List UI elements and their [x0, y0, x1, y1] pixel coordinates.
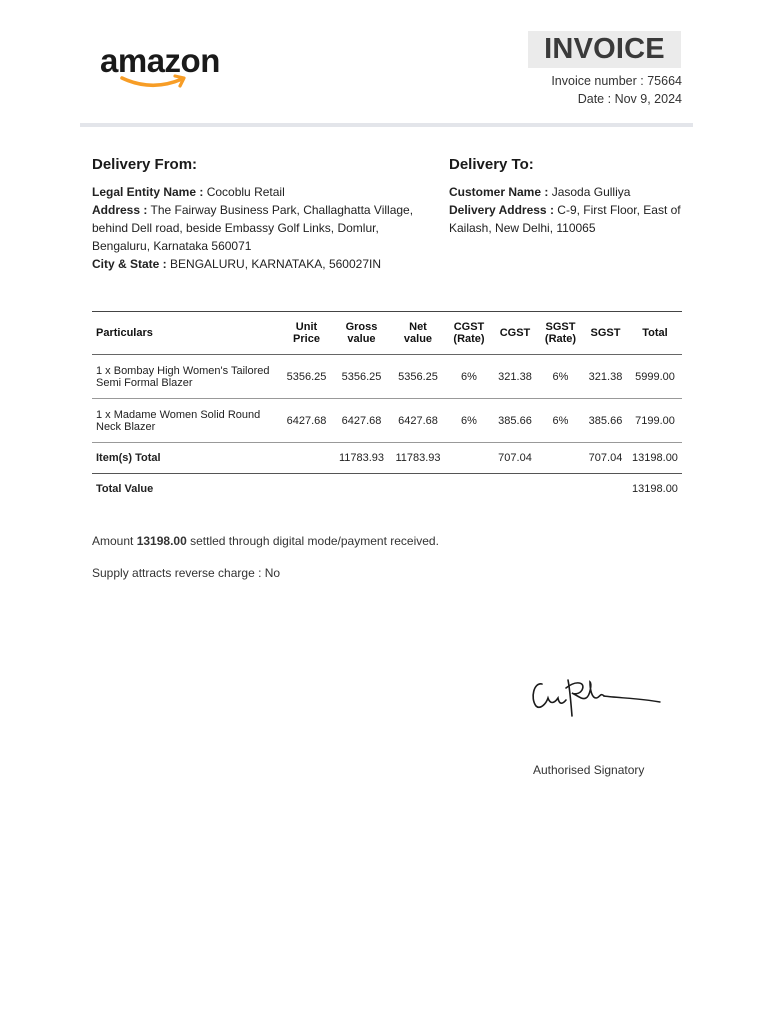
city-state-line — [92, 255, 432, 273]
invoice-date-label: Date : — [577, 92, 612, 106]
header-sgst-rate: SGST (Rate) — [538, 312, 583, 355]
header-net-value: Net value — [390, 312, 446, 355]
items-total-cgst: 707.04 — [492, 443, 538, 474]
items-total-unit-price — [280, 443, 333, 474]
from-address-value: The Fairway Business Park, Challaghatta Village, behind Dell road, beside Embassy Golf Links, Domlur, Bengaluru, Karnataka 560071 — [92, 203, 414, 253]
delivery-from-section — [92, 156, 432, 273]
header-cgst-rate: CGST (Rate) — [446, 312, 492, 355]
item-cgst: 321.38 — [492, 355, 538, 399]
smile-arrow-icon — [120, 73, 190, 91]
reverse-charge-note: Supply attracts reverse charge : No — [92, 566, 281, 580]
item-gross-value: 5356.25 — [333, 355, 390, 399]
item-description: 1 x Bombay High Women's Tailored Semi Formal Blazer — [92, 355, 280, 399]
city-state-value: BENGALURU, KARNATAKA, 560027IN — [170, 257, 381, 271]
item-sgst: 385.66 — [583, 399, 628, 443]
invoice-date-line — [551, 90, 682, 108]
invoice-meta — [551, 72, 682, 108]
invoice-number-label: Invoice number : — [551, 74, 644, 88]
items-total-total: 13198.00 — [628, 443, 682, 474]
item-net-value: 5356.25 — [390, 355, 446, 399]
legal-entity-label: Legal Entity Name : — [92, 185, 204, 199]
delivery-address-label: Delivery Address : — [449, 203, 554, 217]
legal-entity-line — [92, 183, 432, 201]
items-total-row — [92, 443, 682, 474]
authorised-signatory-label: Authorised Signatory — [533, 763, 645, 777]
invoice-number-line — [551, 72, 682, 90]
header-cgst: CGST — [492, 312, 538, 355]
header-sgst: SGST — [583, 312, 628, 355]
table-header-row — [92, 312, 682, 355]
city-state-label: City & State : — [92, 257, 167, 271]
header-particulars: Particulars — [92, 312, 280, 355]
item-total: 5999.00 — [628, 355, 682, 399]
item-cgst-rate: 6% — [446, 399, 492, 443]
invoice-date: Nov 9, 2024 — [614, 92, 682, 106]
item-gross-value: 6427.68 — [333, 399, 390, 443]
payment-note-prefix: Amount — [92, 534, 134, 548]
items-total-net: 11783.93 — [390, 443, 446, 474]
item-sgst-rate: 6% — [538, 355, 583, 399]
payment-note — [92, 534, 439, 548]
signature-image — [528, 674, 662, 720]
items-total-sgst-rate — [538, 443, 583, 474]
items-total-cgst-rate — [446, 443, 492, 474]
invoice-number: 75664 — [647, 74, 682, 88]
item-cgst: 385.66 — [492, 399, 538, 443]
payment-note-suffix: settled through digital mode/payment received. — [190, 534, 439, 548]
customer-line — [449, 183, 689, 201]
delivery-address-line — [449, 201, 689, 237]
delivery-to-section — [449, 156, 689, 237]
item-total: 7199.00 — [628, 399, 682, 443]
table-row — [92, 399, 682, 443]
item-sgst: 321.38 — [583, 355, 628, 399]
item-description: 1 x Madame Women Solid Round Neck Blazer — [92, 399, 280, 443]
delivery-to-heading: Delivery To: — [449, 156, 534, 173]
legal-entity-value: Cocoblu Retail — [206, 185, 285, 199]
item-net-value: 6427.68 — [390, 399, 446, 443]
items-total-sgst: 707.04 — [583, 443, 628, 474]
customer-value: Jasoda Gulliya — [551, 185, 631, 199]
item-unit-price: 5356.25 — [280, 355, 333, 399]
item-sgst-rate: 6% — [538, 399, 583, 443]
header-total: Total — [628, 312, 682, 355]
header-gross-value: Gross value — [333, 312, 390, 355]
total-value-row — [92, 474, 682, 505]
item-unit-price: 6427.68 — [280, 399, 333, 443]
items-total-gross: 11783.93 — [333, 443, 390, 474]
header-divider — [80, 123, 693, 127]
customer-label: Customer Name : — [449, 185, 549, 199]
invoice-title: INVOICE — [528, 31, 681, 68]
invoice-table — [92, 311, 682, 504]
total-value-amount: 13198.00 — [632, 483, 678, 495]
items-total-label: Item(s) Total — [92, 443, 280, 474]
payment-amount: 13198.00 — [136, 534, 187, 548]
amazon-logo — [100, 44, 240, 96]
header-unit-price: Unit Price — [280, 312, 333, 355]
delivery-from-heading: Delivery From: — [92, 156, 198, 173]
from-address-label: Address : — [92, 203, 148, 217]
table-row — [92, 355, 682, 399]
total-value-label: Total Value — [96, 483, 154, 495]
logo-text: amazon — [100, 42, 220, 79]
from-address-line — [92, 201, 432, 255]
delivery-address-value: C-9, First Floor, East of Kailash, New Delhi, 110065 — [449, 203, 681, 235]
item-cgst-rate: 6% — [446, 355, 492, 399]
